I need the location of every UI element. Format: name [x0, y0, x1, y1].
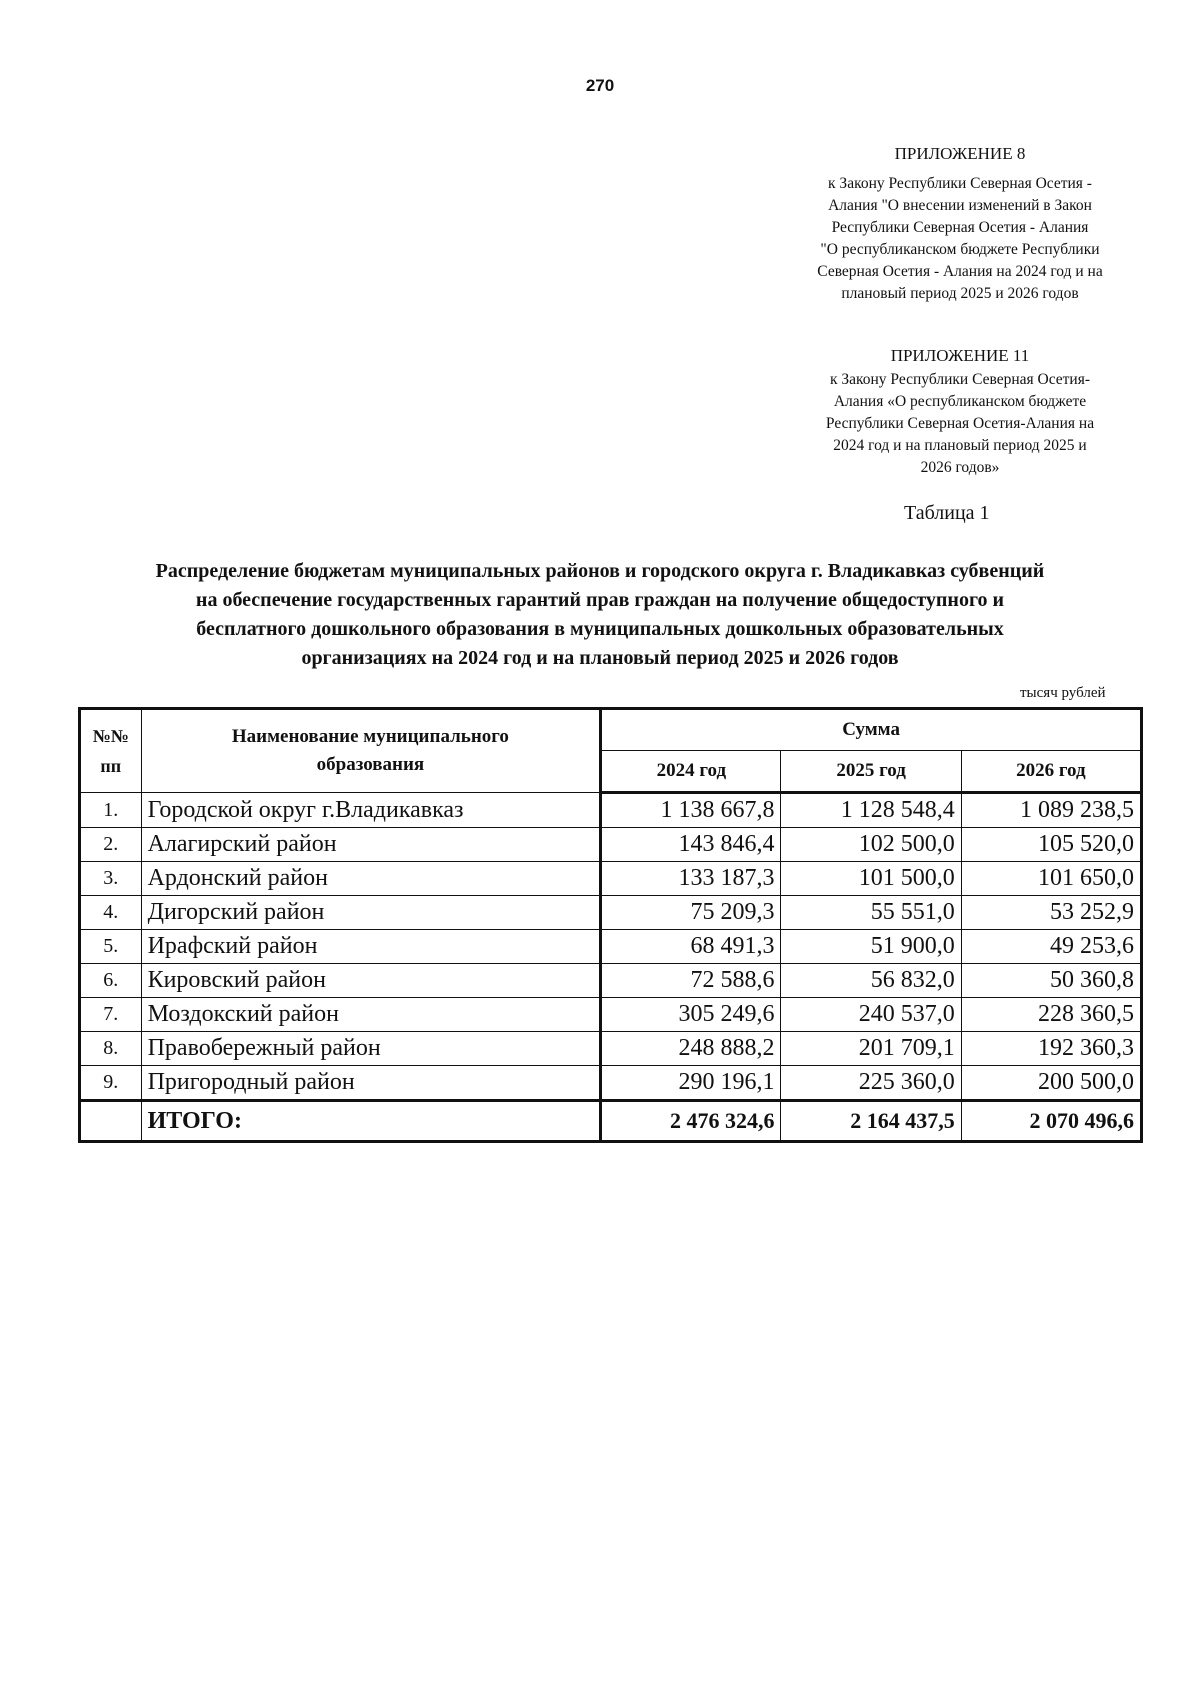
- row-number: 3.: [80, 862, 142, 896]
- row-name: Ардонский район: [141, 862, 601, 896]
- row-value-2026: 101 650,0: [961, 862, 1141, 896]
- page-number: 270: [585, 76, 615, 95]
- appendix-8-line: плановый период 2025 и 2026 годов: [841, 285, 1079, 302]
- row-name: Правобережный район: [141, 1032, 601, 1066]
- table-row: [80, 793, 1142, 828]
- total-value-2025: 2 164 437,5: [781, 1101, 961, 1142]
- appendix-8-line: к Закону Республики Северная Осетия -: [828, 175, 1092, 192]
- row-number: 6.: [80, 964, 142, 998]
- total-row: [80, 1101, 1142, 1142]
- row-name: Дигорский район: [141, 896, 601, 930]
- appendix-11-heading: ПРИЛОЖЕНИЕ 11: [890, 346, 1030, 365]
- table-row: [80, 1066, 1142, 1101]
- header-year-2024: 2024 год: [601, 751, 781, 793]
- row-value-2024: 72 588,6: [601, 964, 781, 998]
- title-line: на обеспечение государственных гарантий прав граждан на получение общедоступного и: [195, 589, 1005, 611]
- row-number: 4.: [80, 896, 142, 930]
- row-value-2026: 228 360,5: [961, 998, 1141, 1032]
- row-value-2026: 105 520,0: [961, 828, 1141, 862]
- subvention-table: [78, 707, 1143, 1143]
- table-row: [80, 1032, 1142, 1066]
- header-number: [80, 709, 142, 793]
- row-value-2025: 225 360,0: [781, 1066, 961, 1101]
- appendix-8-line: Республики Северная Осетия - Алания: [831, 219, 1089, 236]
- appendix-11-line: к Закону Республики Северная Осетия-: [829, 371, 1091, 388]
- row-number: 2.: [80, 828, 142, 862]
- row-value-2026: 1 089 238,5: [961, 793, 1141, 828]
- row-value-2024: 290 196,1: [601, 1066, 781, 1101]
- title-line: Распределение бюджетам муниципальных районов и городского округа г. Владикавказ субвенций: [155, 560, 1045, 582]
- header-year-2025: 2025 год: [781, 751, 961, 793]
- appendix-8-line: "О республиканском бюджете Республики: [820, 241, 1100, 258]
- row-value-2025: 240 537,0: [781, 998, 961, 1032]
- table-row: [80, 896, 1142, 930]
- row-value-2024: 305 249,6: [601, 998, 781, 1032]
- row-value-2025: 102 500,0: [781, 828, 961, 862]
- table-row: [80, 828, 1142, 862]
- appendix-8-line: Северная Осетия - Алания на 2024 год и на: [817, 263, 1103, 280]
- header-name-line1: Наименование муниципального: [231, 726, 509, 747]
- row-value-2025: 51 900,0: [781, 930, 961, 964]
- title-line: бесплатного дошкольного образования в муниципальных дошкольных образовательных: [196, 618, 1004, 640]
- header-sum: Сумма: [601, 709, 1142, 751]
- row-value-2026: 200 500,0: [961, 1066, 1141, 1101]
- row-name: Пригородный район: [141, 1066, 601, 1101]
- row-value-2026: 53 252,9: [961, 896, 1141, 930]
- appendix-8-block: [780, 143, 1140, 305]
- row-value-2025: 201 709,1: [781, 1032, 961, 1066]
- header-name: [141, 709, 601, 793]
- row-name: Моздокский район: [141, 998, 601, 1032]
- row-name: Алагирский район: [141, 828, 601, 862]
- appendix-11-block: [780, 345, 1140, 479]
- row-value-2024: 75 209,3: [601, 896, 781, 930]
- row-value-2026: 50 360,8: [961, 964, 1141, 998]
- header-number-line1: №№: [92, 726, 129, 746]
- row-value-2024: 1 138 667,8: [601, 793, 781, 828]
- appendix-11-line: Алания «О республиканском бюджете: [833, 393, 1087, 410]
- row-value-2025: 56 832,0: [781, 964, 961, 998]
- table-row: [80, 998, 1142, 1032]
- title-line: организациях на 2024 год и на плановый период 2025 и 2026 годов: [301, 647, 899, 669]
- appendix-8-heading: ПРИЛОЖЕНИЕ 8: [894, 144, 1026, 163]
- row-number: 8.: [80, 1032, 142, 1066]
- table-row: [80, 930, 1142, 964]
- header-name-line2: образования: [316, 754, 425, 775]
- header-year-2026: 2026 год: [961, 751, 1141, 793]
- appendix-8-line: Алания "О внесении изменений в Закон: [828, 197, 1092, 214]
- total-label: ИТОГО:: [141, 1101, 601, 1142]
- row-number: 7.: [80, 998, 142, 1032]
- row-number: 9.: [80, 1066, 142, 1101]
- appendix-11-line: 2026 годов»: [920, 459, 1000, 476]
- total-number-empty: [80, 1101, 142, 1142]
- appendix-11-line: 2024 год и на плановый период 2025 и: [833, 437, 1087, 454]
- table-label: Таблица 1: [904, 502, 990, 524]
- units-label: тысяч рублей: [1020, 685, 1106, 701]
- row-number: 5.: [80, 930, 142, 964]
- appendix-11-line: Республики Северная Осетия-Алания на: [825, 415, 1095, 432]
- document-title: [60, 557, 1140, 673]
- row-value-2024: 133 187,3: [601, 862, 781, 896]
- row-value-2024: 143 846,4: [601, 828, 781, 862]
- row-value-2026: 49 253,6: [961, 930, 1141, 964]
- row-value-2025: 55 551,0: [781, 896, 961, 930]
- row-number: 1.: [80, 793, 142, 828]
- row-name: Городской округ г.Владикавказ: [141, 793, 601, 828]
- row-value-2025: 1 128 548,4: [781, 793, 961, 828]
- row-name: Ирафский район: [141, 930, 601, 964]
- row-name: Кировский район: [141, 964, 601, 998]
- total-value-2026: 2 070 496,6: [961, 1101, 1141, 1142]
- row-value-2025: 101 500,0: [781, 862, 961, 896]
- total-value-2024: 2 476 324,6: [601, 1101, 781, 1142]
- row-value-2024: 248 888,2: [601, 1032, 781, 1066]
- header-number-line2: пп: [100, 756, 122, 776]
- row-value-2024: 68 491,3: [601, 930, 781, 964]
- table-row: [80, 964, 1142, 998]
- table-row: [80, 862, 1142, 896]
- row-value-2026: 192 360,3: [961, 1032, 1141, 1066]
